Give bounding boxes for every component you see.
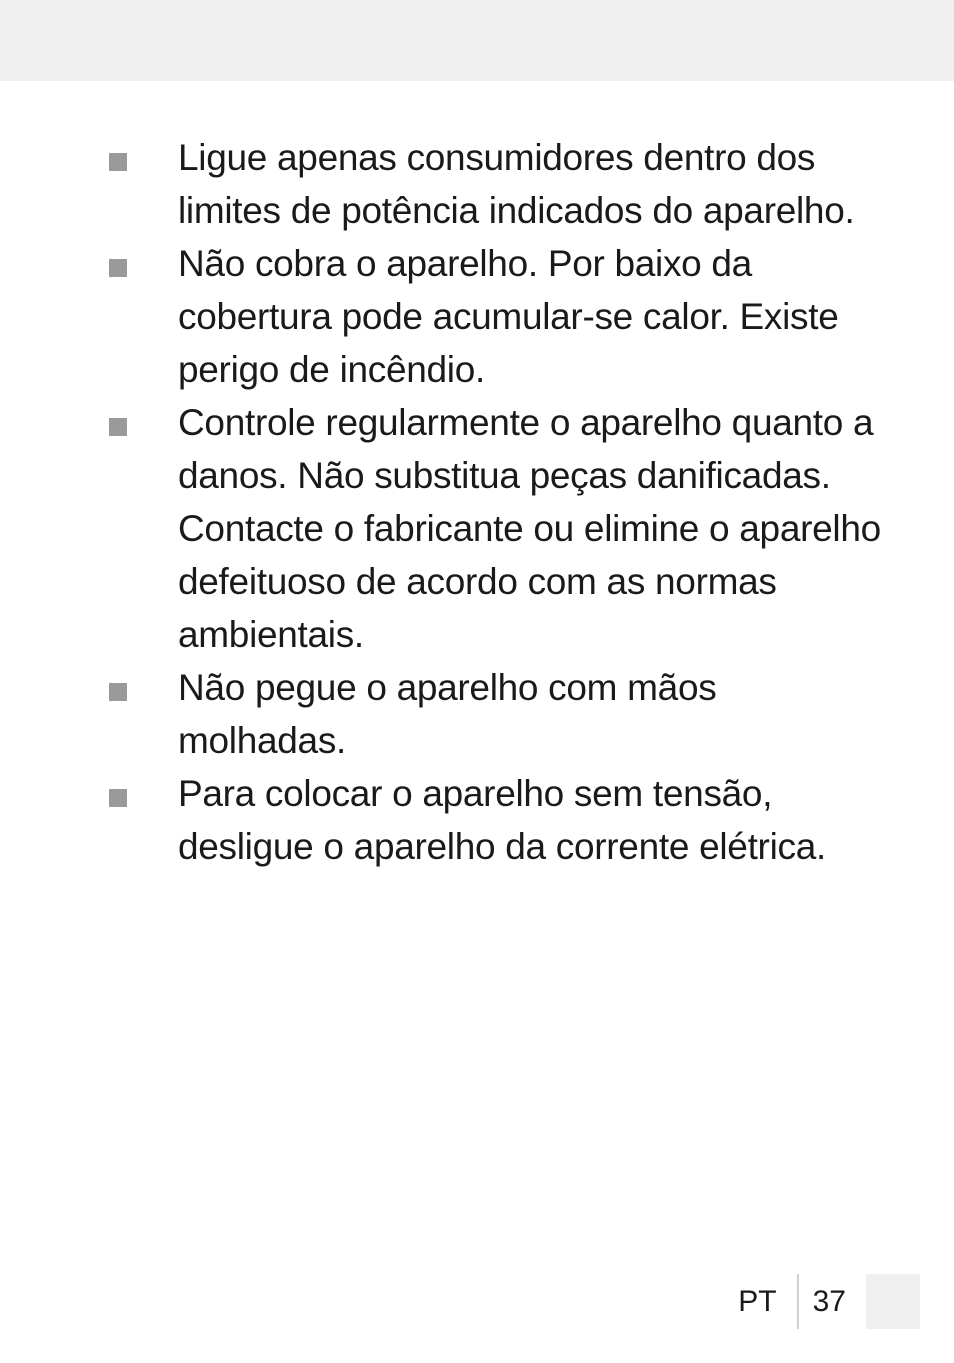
list-item xyxy=(0,661,954,767)
list-item-text: Para colocar o aparelho sem tensão, desligue o aparelho da corrente elétrica. xyxy=(178,773,826,867)
square-bullet-icon xyxy=(109,418,127,436)
safety-instructions xyxy=(0,131,954,873)
footer-tab-box xyxy=(866,1274,920,1329)
page-number: 37 xyxy=(812,1284,846,1318)
list-item-text: Não pegue o aparelho com mãos molhadas. xyxy=(178,667,717,761)
square-bullet-icon xyxy=(109,259,127,277)
list-item xyxy=(0,131,954,237)
square-bullet-icon xyxy=(109,683,127,701)
list-item xyxy=(0,767,954,873)
list-item-text: Controle regularmente o aparelho quanto a danos. Não substitua peças danificadas. Contacte o fabricante ou elimine o aparelho defeituoso de acordo com as normas ambientais. xyxy=(178,402,881,655)
language-label: PT xyxy=(738,1284,777,1318)
list-item-text: Não cobra o aparelho. Por baixo da cobertura pode acumular-se calor. Existe perigo de incêndio. xyxy=(178,243,839,390)
list-item-text: Ligue apenas consumidores dentro dos limites de potência indicados do aparelho. xyxy=(178,137,855,231)
list-item xyxy=(0,396,954,661)
page-footer xyxy=(738,1274,920,1329)
header-band xyxy=(0,0,954,81)
list-item xyxy=(0,237,954,396)
square-bullet-icon xyxy=(109,789,127,807)
square-bullet-icon xyxy=(109,153,127,171)
bullet-list xyxy=(0,131,954,873)
